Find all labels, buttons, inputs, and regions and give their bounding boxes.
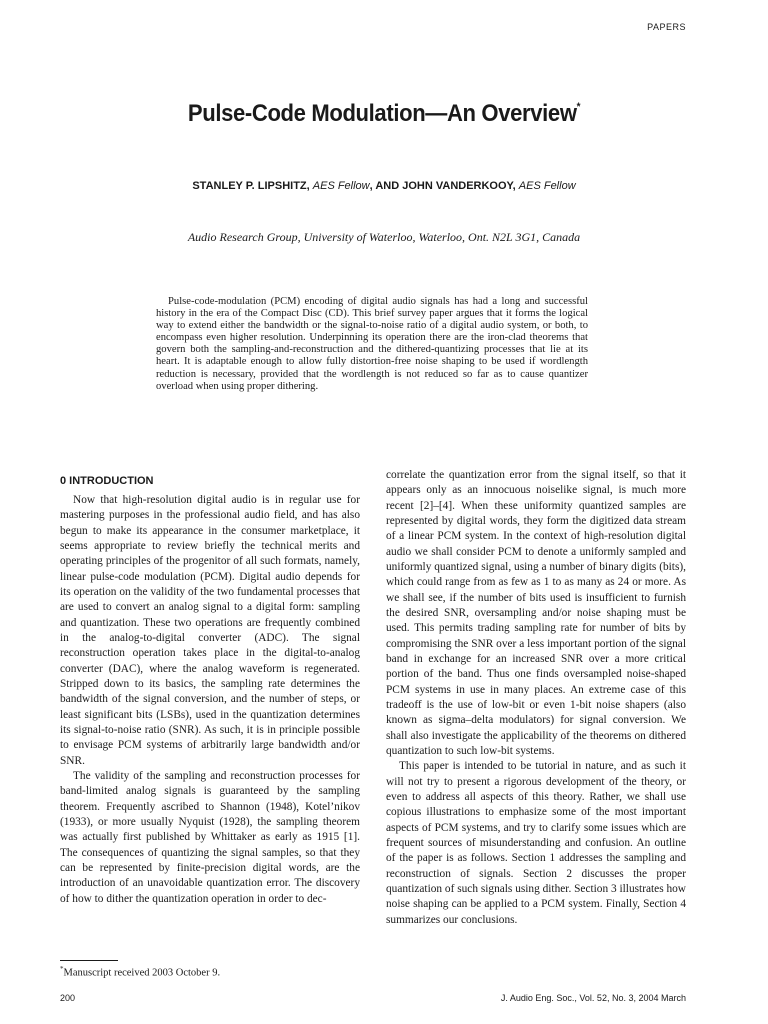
page-number: 200 [60,993,76,1003]
journal-citation: J. Audio Eng. Soc., Vol. 52, No. 3, 2004 March [500,993,686,1003]
author-separator: , [369,180,376,192]
footnote-mark: * [60,965,64,973]
section-heading-introduction: 0 INTRODUCTION [60,475,154,487]
footnote-divider [60,960,118,961]
title-footnote-mark: * [576,100,581,113]
footnote [60,965,220,979]
author-1-fellow: AES Fellow [312,180,370,192]
affiliation: Audio Research Group, University of Waterloo, Waterloo, Ont. N2L 3G1, Canada [187,230,581,244]
footnote-text: Manuscript received 2003 October 9. [63,967,221,979]
body-paragraph: This paper is intended to be tutorial in nature, and as such it will not try to present a rigorous development of the theory, or even to address all aspects of this theory. Rather, we shall use copious illustrations to emphasize some of the most important aspects of PCM systems, and try to clarify some issues which are frequent sources of misunderstanding and confusion. An outline of the paper is as follows. Section 1 addresses the sampling and reconstruction of signals. Section 2 discusses the proper quantization of such signals using dither. Section 3 illustrates how noise shaping can be applied to a PCM system. Finally, Section 4 summarizes our conclusions. [386,760,686,926]
paper-title-text: Pulse-Code Modulation—An Overview [187,100,577,127]
left-column [60,474,360,907]
author-1-name: STANLEY P. LIPSHITZ, [192,180,310,192]
abstract: Pulse-code-modulation (PCM) encoding of digital audio signals has had a long and successful history in the era of the Compact Disc (CD). This brief survey paper argues that it forms the logical way to extend either the bandwidth or the signal-to-noise ratio of a digital audio system, or both, to encompass even higher resolution. Underpinning its operation there are the iron-clad theorems that govern both the sampling-and-reconstruction and the dithered-quantizing processes that lie at its heart. It is adaptable enough to allow fully distortion-free noise shaping to be used if wordlength reduction is necessary, provided that the wordlength is not reduced so far as to cause quantizer overload when using proper dithering. [156,296,588,392]
paper-title [38,100,729,128]
body-paragraph: The validity of the sampling and reconstruction processes for band-limited analog signals is guaranteed by the sampling theorem. Frequently ascribed to Shannon (1948), Kotel’nikov (1933), or more usually Nyquist (1928), the sampling theorem was actually first published by Whittaker as early as 1915 [1]. The consequences of quantizing the signal samples, so that they can be represented by finite-precision digital words, are the introduction of an unavoidable quantization error. The discovery of how to dither the quantization operation in order to dec- [60,769,360,905]
body-paragraph: Now that high-resolution digital audio is in regular use for mastering purposes in the professional audio field, and has also begun to make its appearance in the consumer marketplace, it seems appropriate to review briefly the technical merits and operating principles of the progenitor of all such formats, namely, linear pulse-code modulation (PCM). Digital audio depends for its operation on the validity of the two fundamental processes that are used to convert an analog signal to a digital form: sampling and quantization. These two operations are frequently combined in the analog-to-digital converter (ADC). The signal reconstruction operation takes place in the digital-to-analog converter (DAC), where the analog waveform is regenerated. Stripped down to its basics, the sampling rate determines the bandwidth of the signal conversion, and the number of steps, or least significant bits (LSBs), used in the quantization determines its signal-to-noise ratio (SNR). As such, it is in principle possible to envisage PCM systems of arbitrarily large bandwidth and/or SNR. [60,494,360,767]
author-2-name: AND JOHN VANDERKOOY, [375,180,516,192]
author-line [0,180,768,192]
section-label: PAPERS [647,22,686,32]
author-2-fellow: AES Fellow [518,180,576,192]
right-column [386,468,686,928]
body-paragraph: correlate the quantization error from the signal itself, so that it appears only as an innocuous noiselike signal, is much more recent [2]–[4]. When these uniformity quantized samples are represented by digital words, they form the digitized data stream of a linear PCM system. In the context of high-resolution digital audio we shall consider PCM to denote a uniformly sampled and uniformly quantized signal, using a number of binary digits (bits), which could range from as few as 1 to as many as 24 or more. As we shall see, if the number of bits used is insufficient to furnish the desired SNR, oversampling and/or noise shaping must be used. This permits trading sampling rate for number of bits by compromising the SNR over a less important portion of the signal band in exchange for an increased SNR over a more critical portion of the band. Thus one finds oversampled noise-shaped PCM systems in use in many places. An extreme case of this tradeoff is the use of low-bit or even 1-bit noise shapers (also known as sigma–delta modulators) for signal conversion. We shall also investigate the applicability of the theorems on dithered quantization to such low-bit systems. [386,469,686,757]
